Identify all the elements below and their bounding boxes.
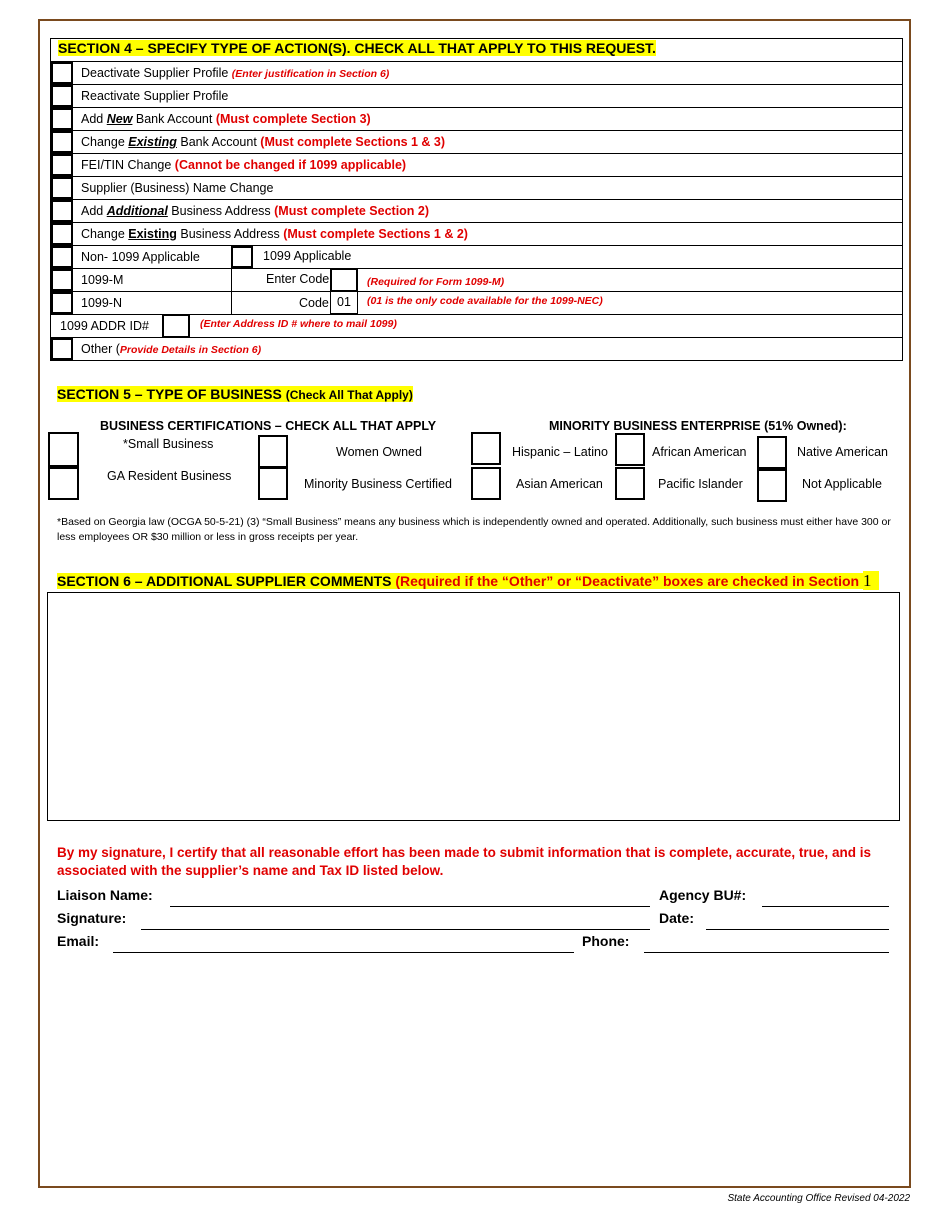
checkbox-1099-m[interactable] [51,269,73,291]
action-row [50,154,903,177]
row-1099-m [50,269,903,292]
hispanic-label: Hispanic – Latino [512,445,608,459]
action-row [50,62,903,85]
checkbox-pacific-islander[interactable] [615,467,645,500]
african-american-label: African American [652,445,747,459]
agency-bu-field[interactable] [762,906,889,907]
1099-applicable-label: 1099 Applicable [263,249,352,263]
enter-code-label: Enter Code [266,272,330,286]
section4-heading: SECTION 4 – SPECIFY TYPE OF ACTION(S). CHECK ALL THAT APPLY TO THIS REQUEST. [58,40,656,56]
action-note: (Must complete Section 3) [215,112,371,126]
checkbox-hispanic[interactable] [471,432,501,465]
code-input-1099-m[interactable] [330,268,358,292]
comments-textarea[interactable] [47,592,900,821]
small-business-footnote: *Based on Georgia law (OCGA 50-5-21) (3) “Small Business” means any business which is independently owned and operated. Additionally, such business must either have 300 or less employees OR $30 million or less in gross receipts per year. [57,516,891,543]
checkbox-asian-american[interactable] [471,467,501,500]
action-note: (Must complete Sections 1 & 2) [283,227,468,241]
non-1099-label: Non- 1099 Applicable [81,250,200,264]
checkbox-not-applicable[interactable] [757,469,787,502]
action-label: Change Existing Bank Account (Must complete Sections 1 & 3) [81,135,446,149]
liaison-name-label: Liaison Name: [57,887,153,903]
action-label: Deactivate Supplier Profile (Enter justification in Section 6) [81,66,390,80]
action-checkbox[interactable] [51,223,73,245]
action-checkbox[interactable] [51,200,73,222]
row-1099-applicability [50,246,903,269]
action-label: Supplier (Business) Name Change [81,181,274,195]
other-note: Provide Details in Section 6) [119,344,262,356]
checkbox-1099-applicable[interactable] [231,246,253,268]
action-row [50,177,903,200]
action-note: (Cannot be changed if 1099 applicable) [174,158,407,172]
action-note: (Enter justification in Section 6) [231,68,390,80]
minority-certified-label: Minority Business Certified [304,477,452,491]
checkbox-minority-certified[interactable] [258,467,288,500]
date-field[interactable] [706,929,889,930]
checkbox-african-american[interactable] [615,433,645,466]
cert-heading: BUSINESS CERTIFICATIONS – CHECK ALL THAT APPLY [100,419,437,433]
phone-label: Phone: [582,933,630,949]
1099-addr-note: (Enter Address ID # where to mail 1099) [200,318,397,330]
action-row [50,200,903,223]
checkbox-native-american[interactable] [757,436,787,469]
native-american-label: Native American [797,445,889,459]
action-checkbox[interactable] [51,85,73,107]
phone-field[interactable] [644,952,889,953]
action-label: FEI/TIN Change (Cannot be changed if 1099 applicable) [81,158,407,172]
action-row [50,131,903,154]
1099-m-note: (Required for Form 1099-M) [367,276,505,288]
not-applicable-label: Not Applicable [802,477,882,491]
row-1099-n [50,292,903,315]
liaison-name-field[interactable] [170,906,650,907]
other-label: Other (Provide Details in Section 6) [81,342,262,356]
checkbox-women-owned[interactable] [258,435,288,468]
1099-n-note: (01 is the only code available for the 1099-NEC) [367,295,603,307]
checkbox-ga-resident[interactable] [48,467,79,500]
certification-statement: By my signature, I certify that all reasonable effort has been made to submit information that is complete, accurate, true, and is associated with the supplier’s name and Tax ID listed below. [57,845,871,878]
action-note: (Must complete Section 2) [274,204,430,218]
1099-m-label: 1099-M [81,273,124,287]
section5-heading: SECTION 5 – TYPE OF BUSINESS (Check All That Apply) [57,386,413,402]
action-label: Change Existing Business Address (Must complete Sections 1 & 2) [81,227,468,241]
mbe-heading: MINORITY BUSINESS ENTERPRISE (51% Owned): [549,419,847,433]
asian-american-label: Asian American [516,477,603,491]
action-label: Add New Bank Account (Must complete Section 3) [81,112,371,126]
action-checkbox[interactable] [51,131,73,153]
small-business-label: *Small Business [123,437,214,451]
action-label: Add Additional Business Address (Must complete Section 2) [81,204,430,218]
checkbox-other[interactable] [51,338,73,360]
section6-heading: SECTION 6 – ADDITIONAL SUPPLIER COMMENTS (Required if the “Other” or “Deactivate” boxes are checked in Section 1 [57,571,879,591]
signature-field[interactable] [141,929,650,930]
action-checkbox[interactable] [51,177,73,199]
women-owned-label: Women Owned [336,445,422,459]
revision-footer: State Accounting Office Revised 04-2022 [727,1193,910,1204]
1099-n-label: 1099-N [81,296,122,310]
action-checkbox[interactable] [51,154,73,176]
checkbox-non-1099[interactable] [51,246,73,268]
signature-label: Signature: [57,910,127,926]
agency-bu-label: Agency BU#: [659,887,747,903]
action-label: Reactivate Supplier Profile [81,89,229,103]
checkbox-1099-n[interactable] [51,292,73,314]
date-label: Date: [659,910,695,926]
ga-resident-label: GA Resident Business [107,469,232,483]
checkbox-small-business[interactable] [48,432,79,467]
action-note: (Must complete Sections 1 & 3) [260,135,446,149]
row-1099-addr [50,315,903,338]
pacific-islander-label: Pacific Islander [658,477,743,491]
action-checkbox[interactable] [51,108,73,130]
code-label: Code [299,296,329,310]
action-row [50,223,903,246]
action-row [50,108,903,131]
1099-addr-label: 1099 ADDR ID# [60,319,149,333]
code-input-1099-n[interactable]: 01 [330,291,358,314]
action-checkbox[interactable] [51,62,73,84]
email-label: Email: [57,933,100,949]
row-other [50,338,903,361]
addr-id-input[interactable] [162,314,190,338]
action-row [50,85,903,108]
email-field[interactable] [113,952,574,953]
